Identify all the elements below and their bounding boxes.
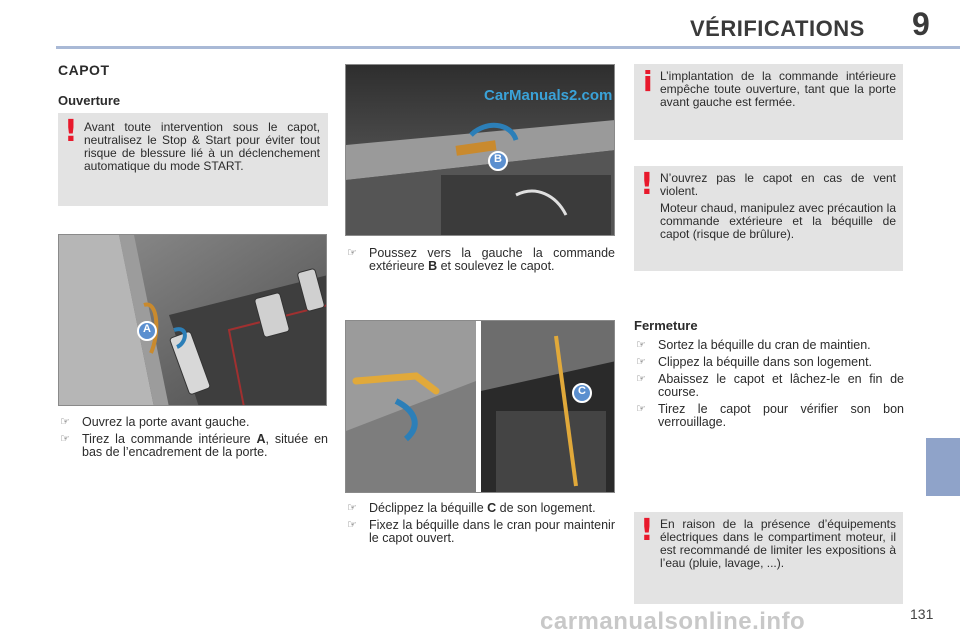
list-item — [634, 373, 904, 399]
page-number: 131 — [910, 606, 934, 622]
step-text: Déclippez la béquille — [369, 501, 488, 515]
steps-list-mid-bottom — [345, 502, 615, 549]
subsection-title-fermeture: Fermeture — [634, 318, 698, 333]
photo-exterior-release-b — [345, 64, 615, 236]
step-text: Tirez la commande intérieure — [82, 432, 257, 446]
photo-prop-rod-c — [345, 320, 615, 493]
list-item — [345, 519, 615, 545]
list-item — [345, 247, 615, 273]
step-label-b: B — [428, 259, 438, 273]
warning-icon: ! — [640, 167, 654, 202]
step-text: , située en bas de l’encadrement de la porte. — [82, 432, 328, 459]
warning-text-wind: N’ouvrez pas le capot en cas de vent violent. — [660, 171, 896, 198]
step-text: de son logement. — [496, 501, 596, 515]
bullet-hand-icon: ☞ — [636, 339, 646, 351]
label-b: B — [494, 153, 502, 165]
photo-interior-release-a — [58, 234, 327, 406]
chapter-side-tab — [926, 438, 960, 496]
list-item — [634, 339, 904, 352]
list-item — [634, 356, 904, 369]
list-item — [58, 416, 328, 429]
step-text: Sortez la béquille du cran de maintien. — [658, 338, 871, 352]
step-text: Tirez le capot pour vérifier son bon verrouillage. — [658, 402, 904, 429]
bullet-hand-icon: ☞ — [636, 373, 646, 385]
warning-text: Avant toute intervention sous le capot, neutralisez le Stop & Start pour éviter tout risque de blessure lié à un déclenchement automatique du mode START. — [84, 120, 320, 173]
step-text: Clippez la béquille dans son logement. — [658, 355, 873, 369]
page-header-title: VÉRIFICATIONS — [690, 16, 865, 41]
warning-icon: ! — [640, 513, 654, 548]
chapter-number: 9 — [912, 6, 930, 42]
bullet-hand-icon: ☞ — [347, 502, 357, 514]
info-box-interior-release — [634, 64, 903, 140]
footwell-illustration — [59, 235, 327, 406]
subsection-title-ouverture: Ouverture — [58, 93, 121, 108]
bullet-hand-icon: ☞ — [347, 519, 357, 531]
step-text: et soulevez le capot. — [437, 259, 555, 273]
info-text: L’implantation de la commande intérieure empêche toute ouverture, tant que la porte avant gauche est fermée. — [660, 69, 896, 109]
warning-box-stop-start — [58, 113, 328, 206]
label-c: C — [578, 385, 586, 397]
warning-box-wind-heat — [634, 166, 903, 271]
watermark-carmanuals2: CarManuals2.com — [484, 87, 613, 104]
header-rule — [56, 46, 960, 49]
step-text: Abaissez le capot et lâchez-le en fin de course. — [658, 372, 904, 399]
watermark-carmanualsonline: carmanualsonline.info — [540, 608, 806, 635]
section-title: CAPOT — [58, 62, 110, 78]
prop-rod-illustration — [346, 321, 615, 493]
step-text: Ouvrez la porte avant gauche. — [82, 415, 250, 429]
warning-icon: ! — [64, 114, 78, 149]
bullet-hand-icon: ☞ — [60, 433, 70, 445]
steps-list-left — [58, 416, 328, 463]
steps-list-mid-top — [345, 247, 615, 277]
warning-text-water: En raison de la présence d’équipements électriques dans le compartiment moteur, il est recommandé de limiter les expositions à l’eau (pluie, lavage, ...). — [660, 517, 896, 570]
list-item — [345, 502, 615, 515]
step-text: Fixez la béquille dans le cran pour maintenir le capot ouvert. — [369, 518, 615, 545]
list-item — [634, 403, 904, 429]
bullet-hand-icon: ☞ — [60, 416, 70, 428]
bullet-hand-icon: ☞ — [636, 403, 646, 415]
steps-list-fermeture — [634, 339, 904, 433]
step-label-a: A — [256, 432, 266, 446]
list-item — [58, 433, 328, 459]
bullet-hand-icon: ☞ — [347, 247, 357, 259]
step-label-c: C — [487, 501, 497, 515]
info-icon: i — [643, 65, 653, 98]
warning-text-heat: Moteur chaud, manipulez avec précaution la commande extérieure et la béquille de capot (risque de brûlure). — [660, 201, 896, 241]
step-text: Poussez vers la gauche la commande extérieure — [369, 246, 615, 273]
label-a: A — [143, 323, 151, 335]
bullet-hand-icon: ☞ — [636, 356, 646, 368]
warning-box-water — [634, 512, 903, 604]
